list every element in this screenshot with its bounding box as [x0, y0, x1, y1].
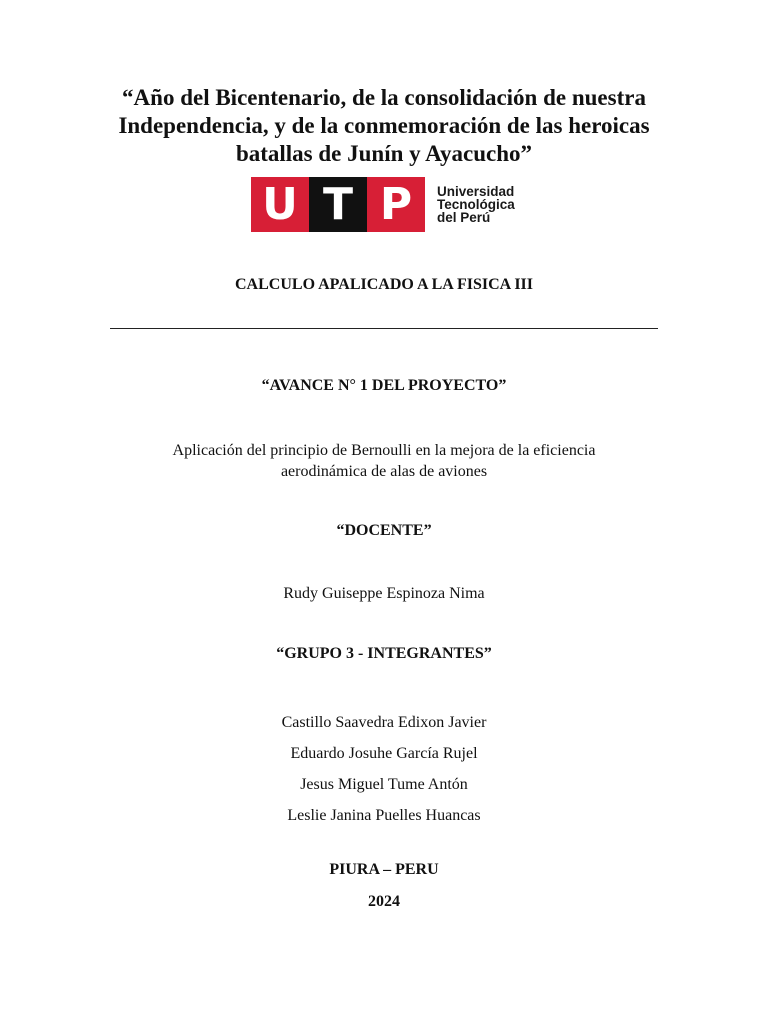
year: 2024	[368, 893, 400, 910]
motto-line-2: Independencia, y de la conmemoración de las heroicas	[118, 113, 650, 138]
member-item: Leslie Janina Puelles Huancas	[287, 807, 481, 824]
member-item: Castillo Saavedra Edixon Javier	[281, 714, 487, 731]
utp-logo-mark	[251, 177, 425, 232]
horizontal-divider	[110, 328, 658, 329]
logo-letter-t: T	[309, 177, 367, 232]
course-title: CALCULO APALICADO A LA FISICA III	[235, 276, 533, 293]
logo-text-line-3: del Perú	[437, 210, 491, 225]
project-heading: “AVANCE N° 1 DEL PROYECTO”	[261, 377, 507, 394]
location: PIURA – PERU	[329, 861, 439, 878]
project-topic	[0, 440, 768, 482]
logo-text-line-2: Tecnológica	[437, 197, 515, 212]
logo-wordmark	[437, 185, 515, 224]
motto-line-1: “Año del Bicentenario, de la consolidación de nuestra	[122, 85, 646, 110]
teacher-name: Rudy Guiseppe Espinoza Nima	[283, 585, 485, 602]
group-heading: “GRUPO 3 - INTEGRANTES”	[276, 645, 492, 662]
teacher-heading: “DOCENTE”	[336, 522, 432, 539]
logo-letter-u: U	[251, 177, 309, 232]
member-item: Eduardo Josuhe García Rujel	[290, 745, 478, 762]
member-item: Jesus Miguel Tume Antón	[300, 776, 468, 793]
group-members-list	[0, 707, 768, 831]
utp-logo	[251, 177, 515, 232]
national-motto	[0, 84, 768, 168]
motto-line-3: batallas de Junín y Ayacucho”	[235, 141, 533, 166]
logo-letter-p: P	[367, 177, 425, 232]
topic-line-2: aerodinámica de alas de aviones	[280, 463, 488, 480]
logo-text-line-1: Universidad	[437, 184, 515, 199]
topic-line-1: Aplicación del principio de Bernoulli en la mejora de la eficiencia	[172, 442, 596, 459]
